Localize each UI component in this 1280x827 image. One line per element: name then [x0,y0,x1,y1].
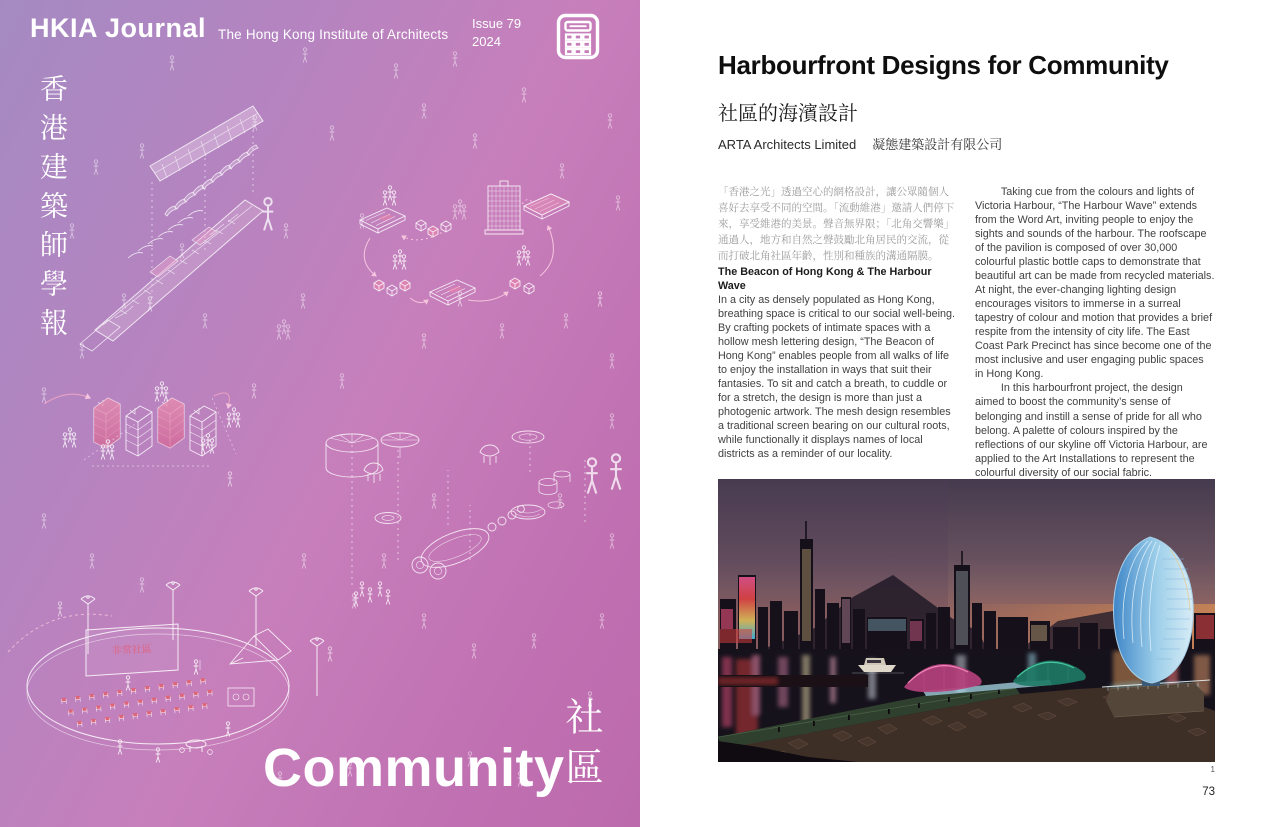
plaza-chairs [61,678,214,728]
issue-number: Issue 79 [472,16,522,31]
byline [718,134,1002,153]
issue-year: 2024 [472,34,501,50]
article-columns [718,185,1215,480]
body-paragraph: Taking cue from the colours and lights of Victoria Harbour, “The Harbour Wave” extends from the Word Art, inviting people to enjoy the sights and sounds of the harbour. The roofscape of the pavilion is composed of over 30,000 colourful plastic bottle caps to demonstrate that beautiful art can be made from recycled materials. At night, the ever-changing lighting design encourages visitors to immerse in a surreal tapestry of colour and motion that provides a brief respite from the intensity of city life. The East Coast Park Precinct has since become one of the most inclusive and user engaging public spaces in Hong Kong. [975,186,1215,381]
institute-name: The Hong Kong Institute of Architects [218,27,449,42]
article-page [640,0,1280,827]
plaza-stage-drawing [8,582,324,763]
body-paragraph: In this harbourfront project, the design aimed to boost the community’s sense of belonging and instill a sense of pride for all who belong. A palette of colours inspired by the reflections of our skyline off Victoria Harbour, are applied to the Art Installations to represent the colourful diversity of our social fabric. [975,382,1208,479]
page-number: 73 [1202,786,1215,798]
journal-title: HKIA Journal [30,13,207,43]
article-title: Harbourfront Designs for Community [718,50,1169,80]
issue-theme-chinese: 社區 [559,697,601,797]
article-column-2 [975,185,1215,480]
photo-caption-number: 1 [1210,765,1215,774]
chinese-abstract: 「香港之光」透過空心的網格設計，讓公眾隨個人喜好去享受不同的空間。「流動維港」邀請人們停下來，享受維港的美景。聲音無界限；「北角交響樂」通過人，地方和自然之聲鼓勵北角居民的交流，從而打破北角社區年齡，性別和種族的溝通隔膜。 [718,186,955,262]
scattered-people-pink [58,292,603,662]
section-heading: The Beacon of Hong Kong & The Harbour Wave [718,265,932,292]
issue-theme-english: Community [263,738,565,798]
byline-firm-english: ARTA Architects Limited [718,137,857,152]
body-paragraph: In a city as densely populated as Hong Kong, breathing space is critical to our social well-being. By crafting pockets of intimate spaces with a hollow mesh lettering design, “The Beacon of Hong Kong” enables people from all walks of life to enjoy the installation in ways that suit their fantasies. To sit and catch a breath, to cuddle or for a stretch, the design is more than just a photogenic artwork. The mesh design resembles a traditional screen bearing on our cultural roots, while functionally it displays names of local districts as a reminder of our locality. [718,293,956,461]
flow-cycle-diagram [360,181,569,305]
article-column-1 [718,185,958,480]
hkia-seal-icon [556,13,600,65]
exploded-towers-drawing [326,430,585,607]
large-figures [263,198,622,494]
byline-firm-chinese: 凝態建築設計有限公司 [872,137,1003,152]
issue-info [472,15,521,51]
harbour-night-photo [718,479,1215,762]
stage-banner-text: 非常社區 [111,644,153,657]
housing-blocks-drawing [44,382,240,466]
article-title-chinese: 社區的海濱設計 [718,103,858,125]
exploded-pavilion-drawing [80,106,263,351]
journal-title-chinese: 香港建築師學報 [37,74,68,347]
